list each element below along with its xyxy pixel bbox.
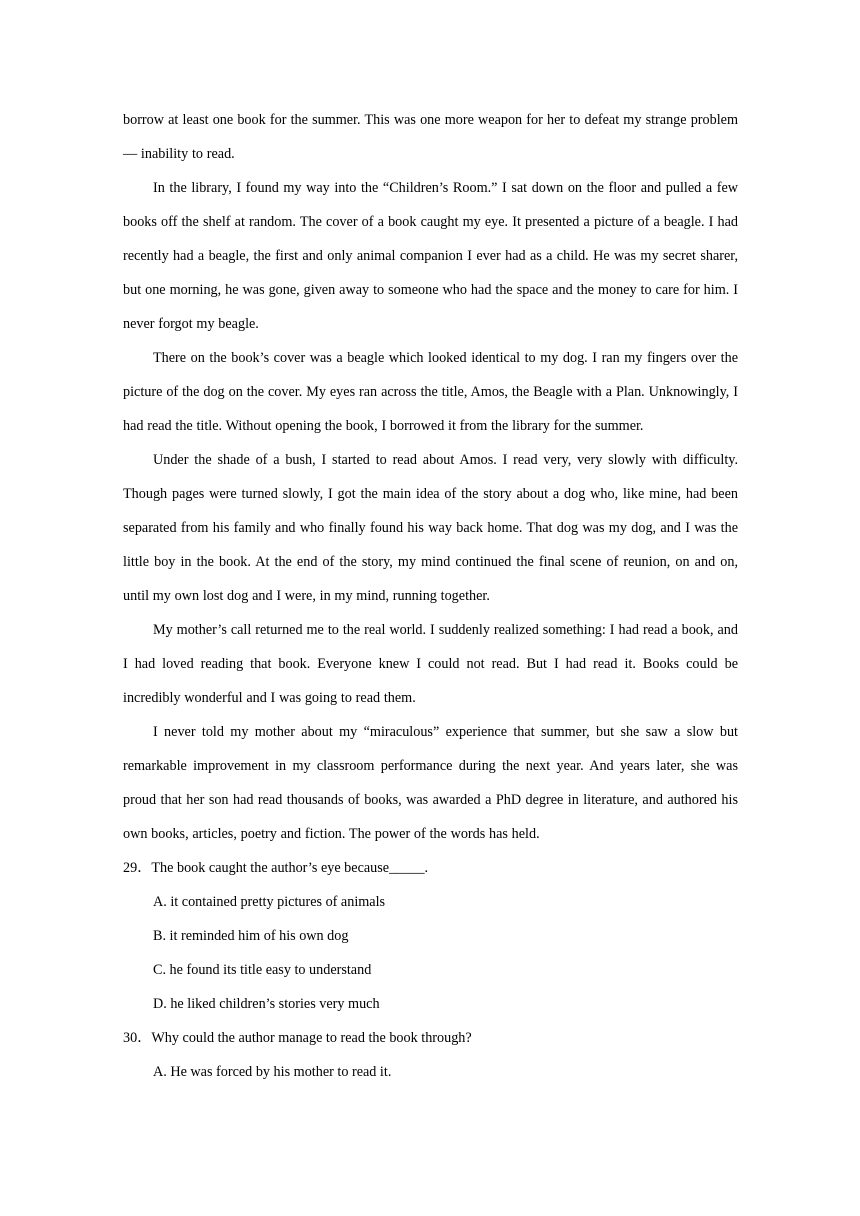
question-30-option-a: A. He was forced by his mother to read it.: [153, 1064, 392, 1080]
question-29-stem: [123, 851, 738, 885]
passage-paragraph-5: My mother’s call returned me to the real world. I suddenly realized something: I had read a book, and I had loved reading that book. Everyone knew I could not read. But I had read it. Books could be incredibly wonderful and I was going to read them.: [123, 622, 738, 706]
question-29-number: 29．: [123, 860, 152, 876]
passage-paragraph-3: There on the book’s cover was a beagle which looked identical to my dog. I ran my fingers over the picture of the dog on the cover. My eyes ran across the title, Amos, the Beagle with a Plan. Unknowingly, I had read the title. Without opening the book, I borrowed it from the library for the summer.: [123, 350, 738, 434]
question-29-option-b: B. it reminded him of his own dog: [153, 928, 349, 944]
question-29-option-d: D. he liked children’s stories very much: [153, 996, 380, 1012]
passage-paragraph-4: Under the shade of a bush, I started to read about Amos. I read very, very slowly with difficulty. Though pages were turned slowly, I got the main idea of the story about a dog who, like mine, had been separated from his family and who finally found his way back home. That dog was my dog, and I was the little boy in the book. At the end of the story, my mind continued the final scene of reunion, on and on, until my own lost dog and I were, in my mind, running together.: [123, 452, 738, 604]
passage-paragraph-1: borrow at least one book for the summer. This was one more weapon for her to defeat my strange problem — inability to read.: [123, 112, 738, 162]
document-page: [123, 103, 738, 1089]
question-30-stem: [123, 1021, 738, 1055]
question-29-option-c: C. he found its title easy to understand: [153, 962, 372, 978]
question-30-number: 30．: [123, 1030, 152, 1046]
question-29-text: The book caught the author’s eye because_____.: [151, 860, 429, 876]
question-30: [123, 1021, 738, 1089]
question-29-option-a: A. it contained pretty pictures of animals: [153, 894, 386, 910]
question-29: [123, 851, 738, 1021]
passage-paragraph-6: I never told my mother about my “miraculous” experience that summer, but she saw a slow but remarkable improvement in my classroom performance during the next year. And years later, she was proud that her son had read thousands of books, was awarded a PhD degree in literature, and authored his own books, articles, poetry and fiction. The power of the words has held.: [123, 724, 738, 842]
question-30-text: Why could the author manage to read the book through?: [151, 1030, 472, 1046]
passage-paragraph-2: In the library, I found my way into the “Children’s Room.” I sat down on the floor and pulled a few books off the shelf at random. The cover of a book caught my eye. It presented a picture of a beagle. I had recently had a beagle, the first and only animal companion I ever had as a child. He was my secret sharer, but one morning, he was gone, given away to someone who had the space and the money to care for him. I never forgot my beagle.: [123, 180, 738, 332]
